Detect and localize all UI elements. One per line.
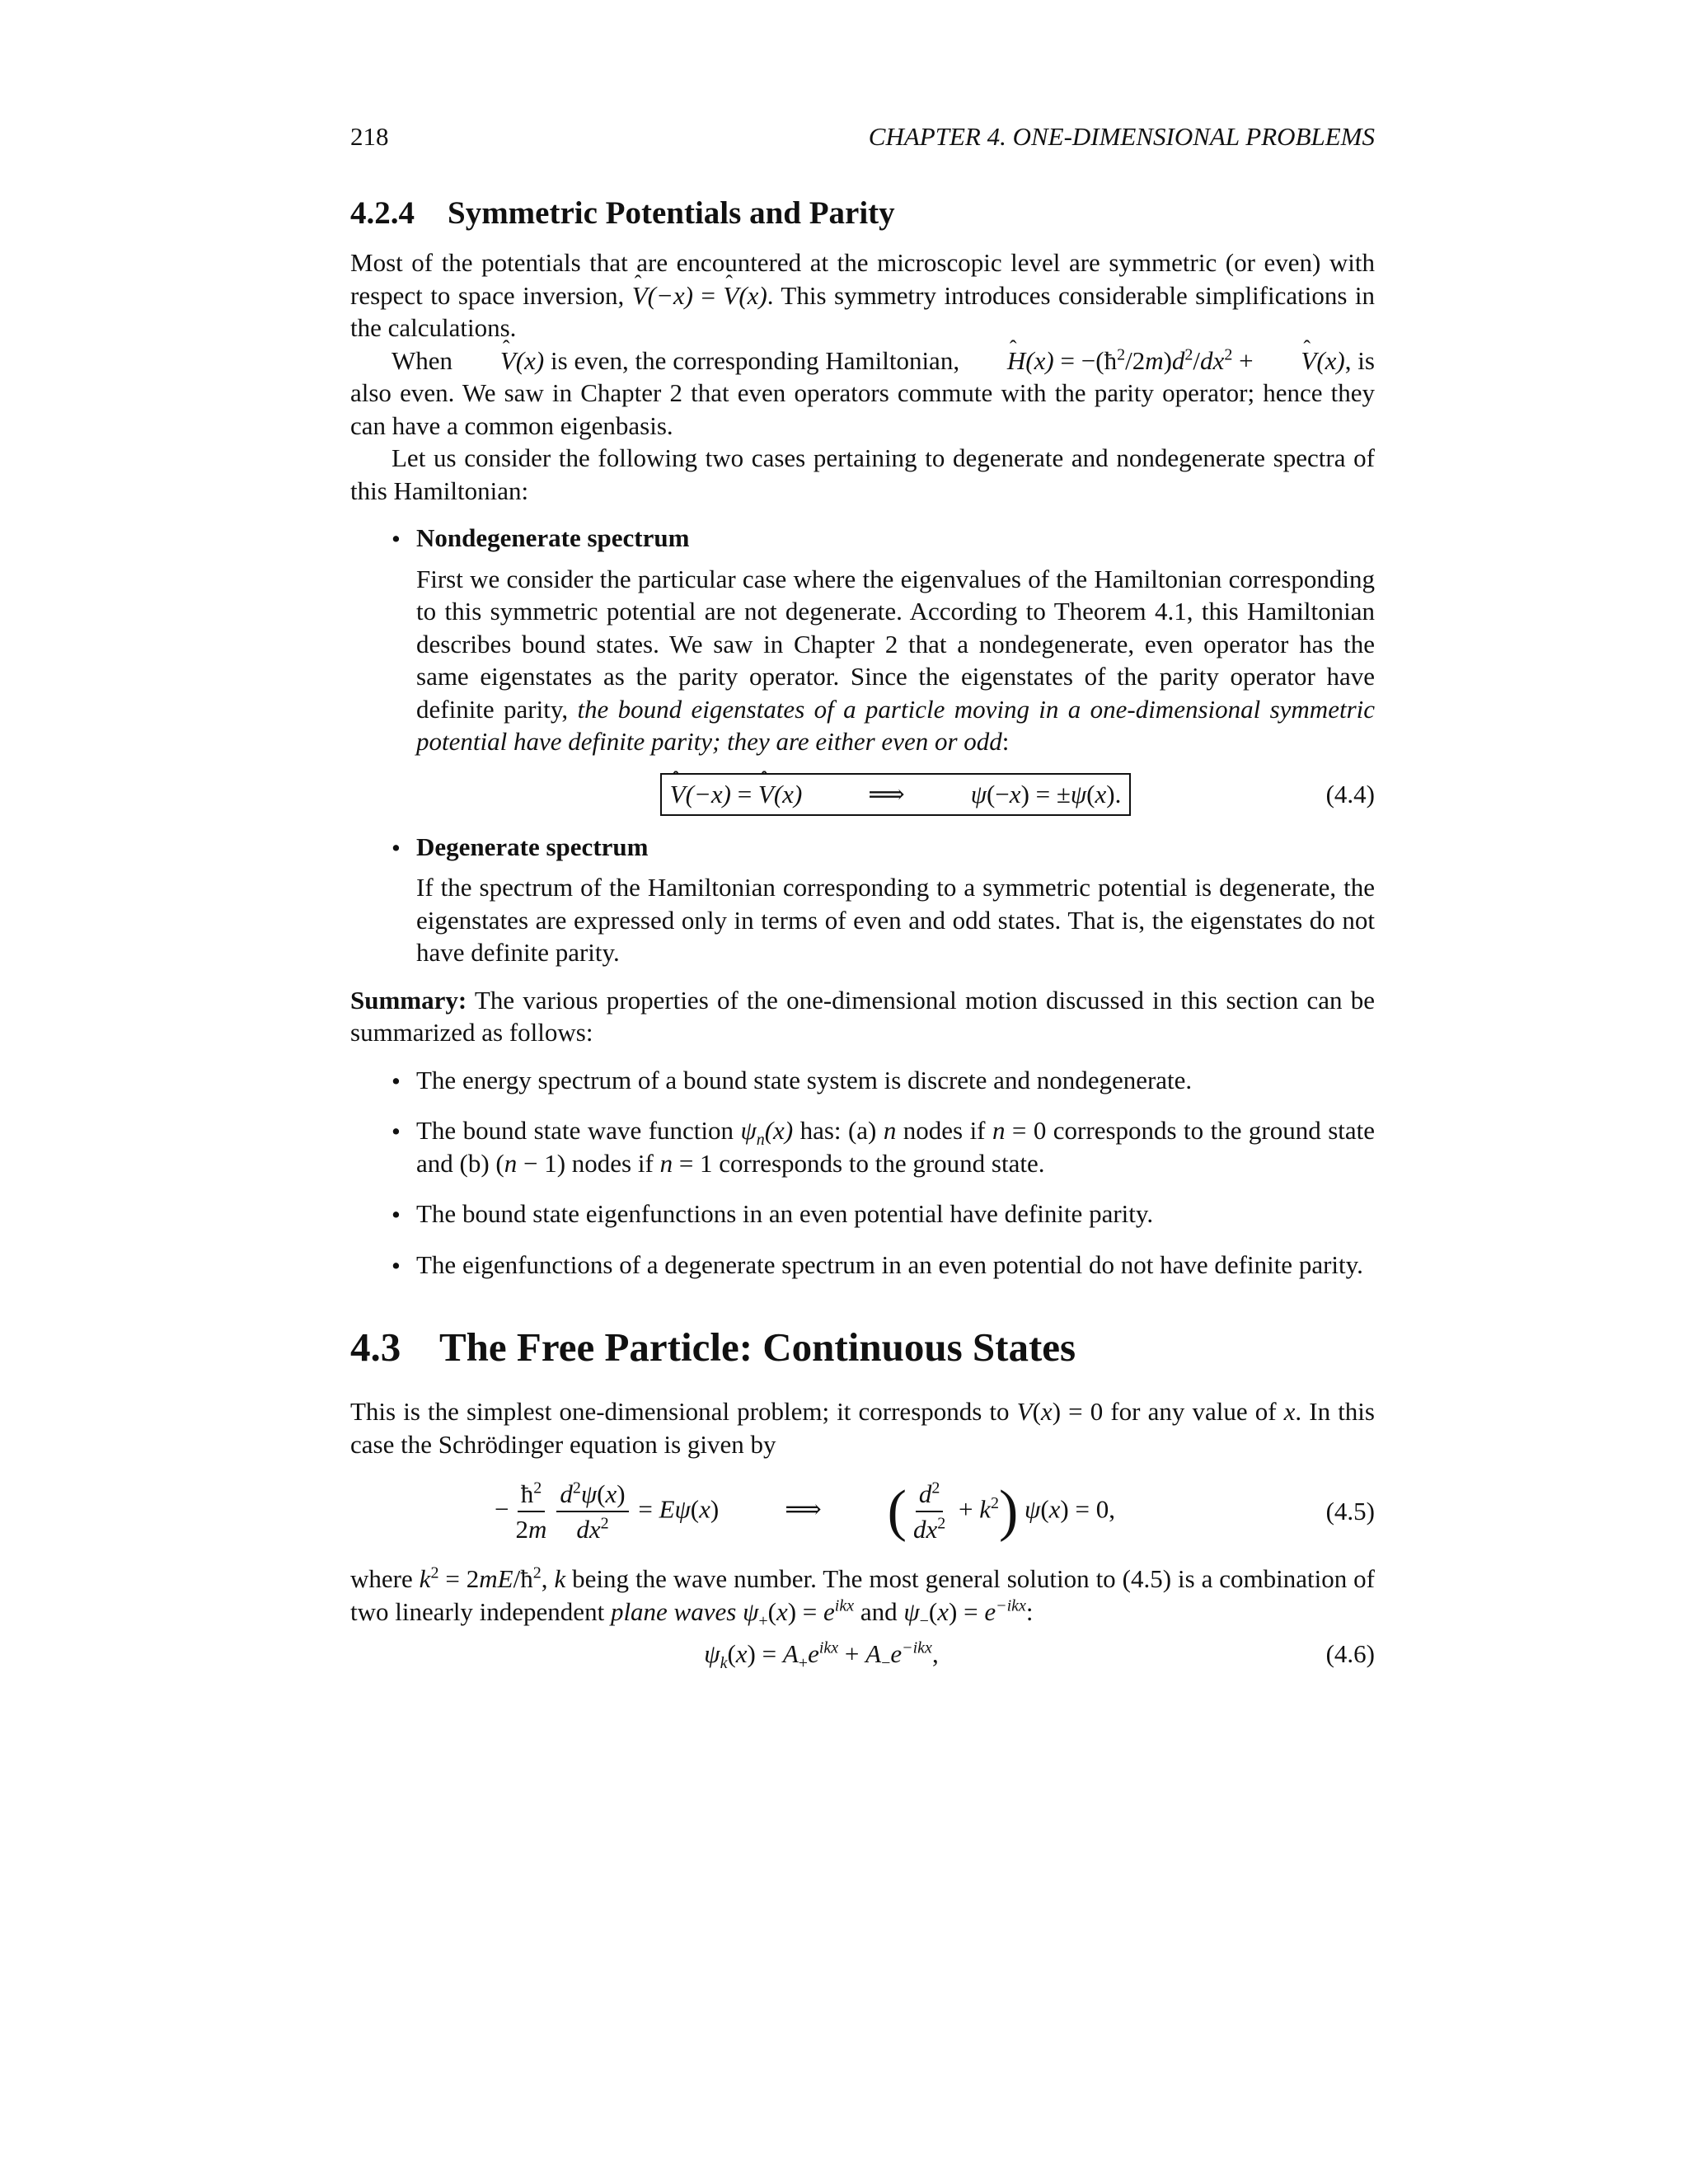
paragraph-intro: Most of the potentials that are encountered at the microscopic level are symmetric (or even) with respect to space inversion, ˆ V(−x) = ˆ V(x). This symmetry introduces considerable simplifications in the calculations. [350, 246, 1375, 344]
equation-number: (4.6) [1325, 1639, 1375, 1669]
equation-4-4: ˆ V(−x) = ˆ V(x) ⟹ ψ(−x) = ±ψ(x). (4.4) [416, 773, 1375, 816]
paragraph-free-particle: This is the simplest one-dimensional problem; it corresponds to V(x) = 0 for any value of x. In this case the Schrödinger equation is given by [350, 1397, 1375, 1459]
equation-number: (4.4) [1325, 779, 1375, 808]
chapter-title: CHAPTER 4. ONE-DIMENSIONAL PROBLEMS [868, 122, 1375, 151]
equation-4-5: − $\frac{ħ^2}{2m}$ $\frac{d^2\psi(x)}{dx^2}$ = Eψ(x) ⟹ ( $\frac{d^2}{dx^2}$ + $k^2$) ψ(x) = 0, (4.5) [495, 1479, 1375, 1544]
list-item-degenerate [350, 831, 1375, 969]
section-title: Symmetric Potentials and Parity [448, 195, 895, 231]
running-head [350, 122, 1375, 155]
list-item: • The eigenfunctions of a degenerate spectrum in an even potential do not have definite parity. [350, 1249, 1375, 1282]
page [350, 122, 1375, 1684]
summary-list [350, 1064, 1375, 1282]
section-number: 4.3 [350, 1324, 401, 1370]
case-list [350, 522, 1375, 969]
section-heading-4-3 [350, 1324, 1375, 1371]
list-item-nondegenerate [350, 522, 1375, 816]
equation-number: (4.5) [1325, 1497, 1375, 1526]
list-item: • The bound state wave function $\psi_n(x)$ has: (a) n nodes if n = 0 corresponds to the ground state and (b) (n − 1) nodes if n = 1 corresponds to the ground state. [350, 1114, 1375, 1179]
paragraph-plane-waves: where $k^2$ = $2mE/ħ^2$, k being the wave number. The most general solution to (4.5) is a combination of two linearly independent plane waves $\psi_+(x) = e^{ikx}$ and $\psi_-(x) = e^{-ikx}$: [350, 1564, 1375, 1631]
section-heading-4-2-4 [350, 194, 1375, 232]
nondegenerate-text: First we consider the particular case where the eigenvalues of the Hamiltonian corresponding to this symmetric potential are not degenerate. According to Theorem 4.1, this Hamiltonian describes bound states. We saw in Chapter 2 that a nondegenerate, even operator has the same eigenstates as the parity operator. Since the eigenstates of the parity operator have definite parity, the bound eigenstates of a particle moving in a one-dimensional symmetric potential have definite parity; they are either even or odd: [416, 564, 1375, 756]
section-number: 4.2.4 [350, 195, 415, 231]
paragraph-cases: Let us consider the following two cases pertaining to degenerate and nondegenerate spectra of this Hamiltonian: [350, 443, 1375, 505]
nondegenerate-title: • Nondegenerate spectrum [416, 523, 690, 552]
paragraph-hamiltonian: When ˆ V(x) is even, the corresponding Hamiltonian, ˆ $H(x) = -(ħ^2/2m)d^2/dx^2$ + ˆ V(x), is also even. We saw in Chapter 2 that even operators commute with the parity operator; hence they can have a common eigenbasis. [350, 344, 1375, 443]
section-title: The Free Particle: Continuous States [439, 1324, 1076, 1370]
degenerate-title: • Degenerate spectrum [416, 832, 649, 861]
list-item: • The energy spectrum of a bound state system is discrete and nondegenerate. [350, 1064, 1375, 1097]
equation-4-6: $\psi_k(x) = A_+e^{ikx} + A_-e^{-ikx}$, (4.6) [704, 1639, 1375, 1673]
degenerate-text: If the spectrum of the Hamiltonian corresponding to a symmetric potential is degenerate, the eigenstates are expressed only in terms of even and odd states. That is, the eigenstates do not have definite parity. [416, 873, 1375, 967]
summary-paragraph: Summary: The various properties of the one-dimensional motion discussed in this section can be summarized as follows: [350, 985, 1375, 1047]
list-item: • The bound state eigenfunctions in an even potential have definite parity. [350, 1197, 1375, 1230]
page-number: 218 [350, 122, 389, 151]
